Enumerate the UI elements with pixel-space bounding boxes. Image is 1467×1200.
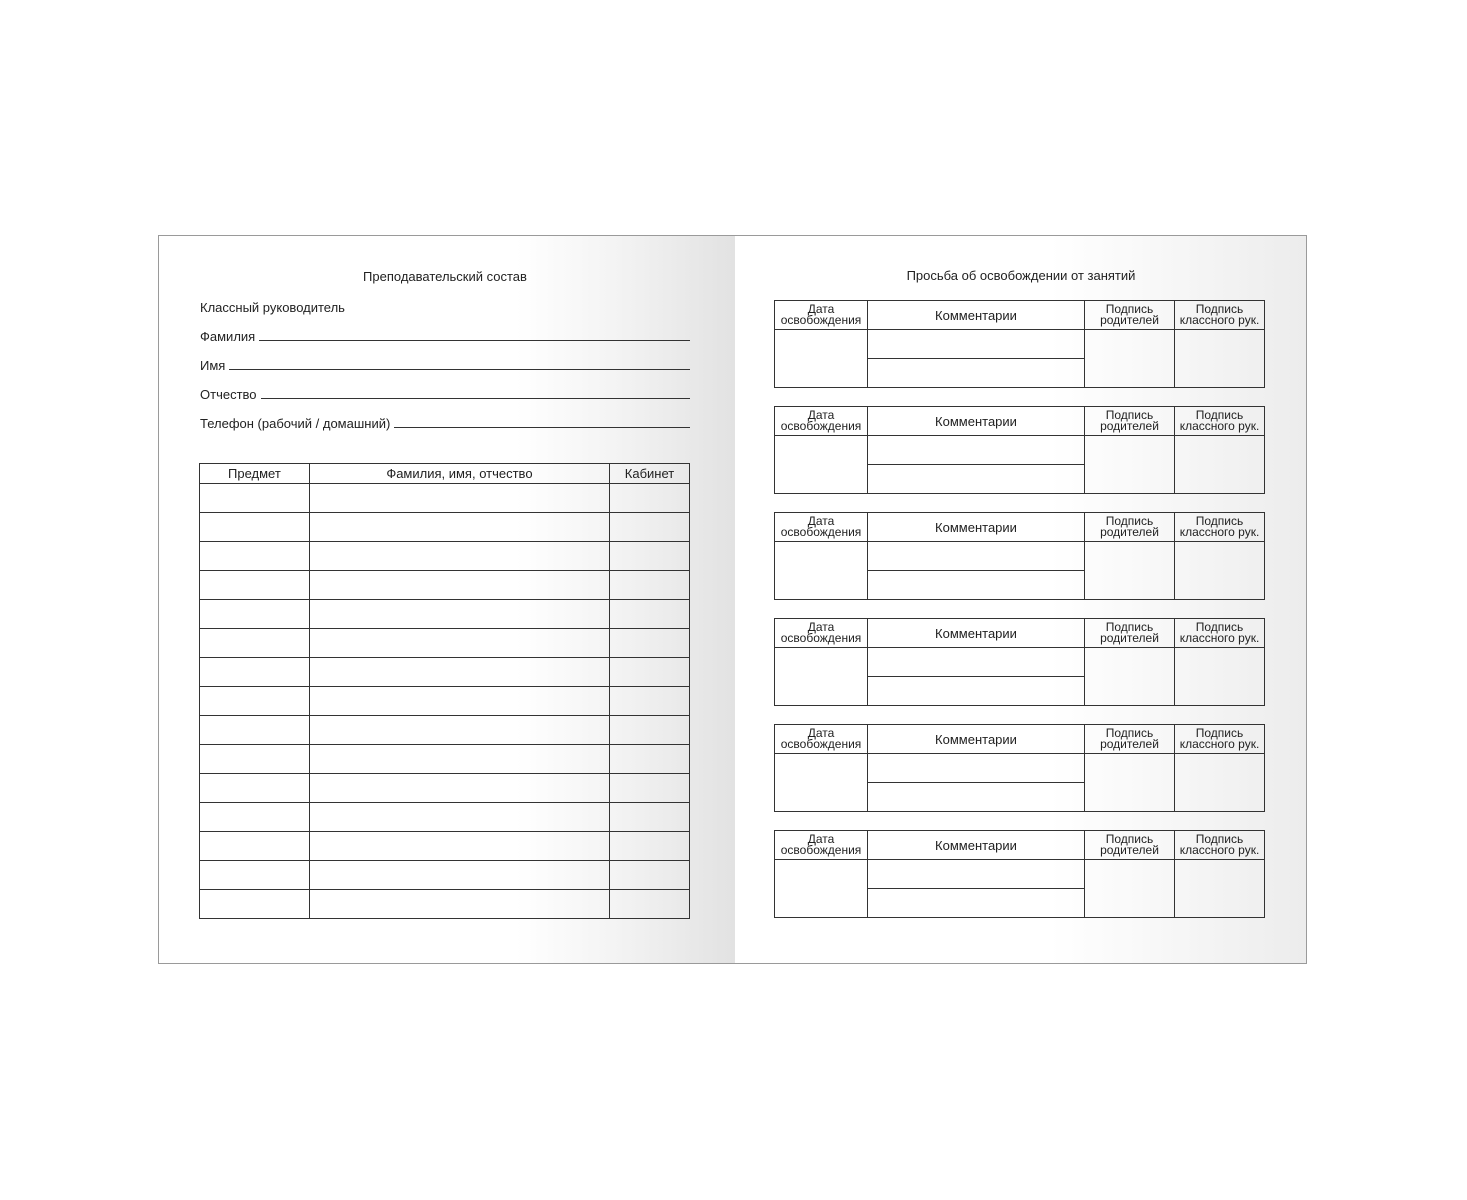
teacher-header-line2: классного рук. <box>1179 419 1260 433</box>
exemption-header-row <box>775 831 1265 860</box>
fullname-cell[interactable] <box>309 687 609 716</box>
date-header <box>775 301 868 330</box>
room-cell[interactable] <box>610 716 690 745</box>
subject-cell[interactable] <box>200 716 310 745</box>
comment-cell[interactable] <box>868 648 1085 677</box>
exemption-row <box>775 542 1265 571</box>
comment-cell[interactable] <box>868 677 1085 706</box>
comments-header: Комментарии <box>868 407 1085 436</box>
name-field <box>200 355 690 373</box>
room-header: Кабинет <box>610 464 690 484</box>
room-cell[interactable] <box>610 832 690 861</box>
staff-table-header <box>200 464 690 484</box>
subject-cell[interactable] <box>200 745 310 774</box>
teacher-signature-cell[interactable] <box>1175 754 1265 812</box>
subject-header: Предмет <box>200 464 310 484</box>
exemption-header-row <box>775 407 1265 436</box>
date-header-line2: освобождения <box>780 737 862 751</box>
parents-signature-cell[interactable] <box>1085 542 1175 600</box>
date-header-line2: освобождения <box>780 631 862 645</box>
fullname-cell[interactable] <box>309 571 609 600</box>
table-row <box>200 687 690 716</box>
fullname-cell[interactable] <box>309 716 609 745</box>
left-page <box>159 236 735 963</box>
parents-signature-header <box>1085 831 1175 860</box>
staff-title: Преподавательский состав <box>363 269 527 284</box>
exemption-header-row <box>775 513 1265 542</box>
comments-header: Комментарии <box>868 301 1085 330</box>
parents-header-line1: Подпись <box>1105 620 1154 634</box>
teacher-signature-header <box>1175 619 1265 648</box>
exemption-row <box>775 754 1265 783</box>
teacher-header-line1: Подпись <box>1195 620 1244 634</box>
fullname-header: Фамилия, имя, отчество <box>309 464 609 484</box>
staff-table <box>199 463 690 919</box>
comment-cell[interactable] <box>868 571 1085 600</box>
teacher-signature-cell[interactable] <box>1175 648 1265 706</box>
parents-signature-header <box>1085 513 1175 542</box>
date-header-line1: Дата <box>807 408 835 422</box>
room-cell[interactable] <box>610 687 690 716</box>
comment-cell[interactable] <box>868 359 1085 388</box>
room-cell[interactable] <box>610 745 690 774</box>
fullname-cell[interactable] <box>309 803 609 832</box>
table-row <box>200 600 690 629</box>
room-cell[interactable] <box>610 658 690 687</box>
exemption-block <box>774 406 1265 494</box>
subject-cell[interactable] <box>200 861 310 890</box>
date-header-line1: Дата <box>807 302 835 316</box>
parents-signature-header <box>1085 619 1175 648</box>
fullname-cell[interactable] <box>309 513 609 542</box>
teacher-signature-header <box>1175 831 1265 860</box>
date-cell[interactable] <box>775 648 868 706</box>
parents-header-line2: родителей <box>1100 843 1159 857</box>
date-cell[interactable] <box>775 330 868 388</box>
parents-signature-header <box>1085 301 1175 330</box>
date-cell[interactable] <box>775 542 868 600</box>
parents-signature-header <box>1085 725 1175 754</box>
room-cell[interactable] <box>610 542 690 571</box>
subject-cell[interactable] <box>200 658 310 687</box>
table-row <box>200 484 690 513</box>
teacher-header-line1: Подпись <box>1195 726 1244 740</box>
comment-cell[interactable] <box>868 889 1085 918</box>
table-row <box>200 861 690 890</box>
exemption-block <box>774 830 1265 918</box>
exemption-row <box>775 436 1265 465</box>
exemption-header-row <box>775 301 1265 330</box>
surname-line[interactable] <box>259 339 690 341</box>
exemption-row <box>775 330 1265 359</box>
exemption-block <box>774 618 1265 706</box>
parents-header-line2: родителей <box>1100 631 1159 645</box>
teacher-signature-header <box>1175 301 1265 330</box>
teacher-header-line1: Подпись <box>1195 514 1244 528</box>
fullname-cell[interactable] <box>309 484 609 513</box>
date-header-line2: освобождения <box>780 419 862 433</box>
comment-cell[interactable] <box>868 754 1085 783</box>
table-row <box>200 542 690 571</box>
subject-cell[interactable] <box>200 484 310 513</box>
comment-cell[interactable] <box>868 783 1085 812</box>
right-page <box>735 236 1307 963</box>
table-row <box>200 832 690 861</box>
name-line[interactable] <box>229 368 690 370</box>
table-row <box>200 745 690 774</box>
parents-header-line1: Подпись <box>1105 832 1154 846</box>
comment-cell[interactable] <box>868 465 1085 494</box>
date-header-line1: Дата <box>807 726 835 740</box>
table-row <box>200 716 690 745</box>
date-cell[interactable] <box>775 860 868 918</box>
date-cell[interactable] <box>775 436 868 494</box>
phone-line[interactable] <box>394 426 690 428</box>
table-row <box>200 629 690 658</box>
table-row <box>200 513 690 542</box>
subject-cell[interactable] <box>200 687 310 716</box>
fullname-cell[interactable] <box>309 745 609 774</box>
exemption-header-row <box>775 619 1265 648</box>
comment-cell[interactable] <box>868 860 1085 889</box>
fullname-cell[interactable] <box>309 600 609 629</box>
exemption-header-row <box>775 725 1265 754</box>
name-label: Имя <box>200 358 226 373</box>
teacher-header-line2: классного рук. <box>1179 631 1260 645</box>
room-cell[interactable] <box>610 890 690 919</box>
patronymic-field <box>200 384 690 402</box>
date-header-line2: освобождения <box>780 843 862 857</box>
date-header-line1: Дата <box>807 832 835 846</box>
parents-header-line2: родителей <box>1100 313 1159 327</box>
subject-cell[interactable] <box>200 600 310 629</box>
comments-header: Комментарии <box>868 725 1085 754</box>
parents-signature-cell[interactable] <box>1085 860 1175 918</box>
subject-cell[interactable] <box>200 513 310 542</box>
parents-header-line1: Подпись <box>1105 726 1154 740</box>
parents-header-line1: Подпись <box>1105 408 1154 422</box>
surname-field <box>200 326 690 344</box>
date-header-line1: Дата <box>807 620 835 634</box>
exemption-title: Просьба об освобождении от занятий <box>906 268 1136 283</box>
parents-signature-header <box>1085 407 1175 436</box>
subject-cell[interactable] <box>200 774 310 803</box>
subject-cell[interactable] <box>200 542 310 571</box>
room-cell[interactable] <box>610 513 690 542</box>
date-header-line2: освобождения <box>780 313 862 327</box>
teacher-signature-header <box>1175 407 1265 436</box>
date-header <box>775 725 868 754</box>
fullname-cell[interactable] <box>309 890 609 919</box>
patronymic-line[interactable] <box>261 397 690 399</box>
subject-cell[interactable] <box>200 571 310 600</box>
table-row <box>200 803 690 832</box>
room-cell[interactable] <box>610 774 690 803</box>
fullname-cell[interactable] <box>309 832 609 861</box>
date-header <box>775 619 868 648</box>
exemption-block <box>774 724 1265 812</box>
exemption-block <box>774 300 1265 388</box>
parents-signature-cell[interactable] <box>1085 648 1175 706</box>
room-cell[interactable] <box>610 861 690 890</box>
room-cell[interactable] <box>610 571 690 600</box>
room-cell[interactable] <box>610 600 690 629</box>
parents-header-line2: родителей <box>1100 419 1159 433</box>
date-header-line1: Дата <box>807 514 835 528</box>
teacher-signature-cell[interactable] <box>1175 436 1265 494</box>
date-header <box>775 407 868 436</box>
room-cell[interactable] <box>610 803 690 832</box>
room-cell[interactable] <box>610 484 690 513</box>
class-teacher-label: Классный руководитель <box>200 300 345 315</box>
comment-cell[interactable] <box>868 330 1085 359</box>
room-cell[interactable] <box>610 629 690 658</box>
date-header <box>775 513 868 542</box>
comments-header: Комментарии <box>868 831 1085 860</box>
table-row <box>200 658 690 687</box>
table-row <box>200 890 690 919</box>
teacher-signature-cell[interactable] <box>1175 330 1265 388</box>
subject-cell[interactable] <box>200 629 310 658</box>
teacher-header-line2: классного рук. <box>1179 737 1260 751</box>
patronymic-label: Отчество <box>200 387 257 402</box>
teacher-signature-header <box>1175 513 1265 542</box>
fullname-cell[interactable] <box>309 861 609 890</box>
parents-signature-cell[interactable] <box>1085 330 1175 388</box>
subject-cell[interactable] <box>200 803 310 832</box>
parents-signature-cell[interactable] <box>1085 436 1175 494</box>
exemption-block <box>774 512 1265 600</box>
teacher-header-line1: Подпись <box>1195 408 1244 422</box>
surname-label: Фамилия <box>200 329 256 344</box>
subject-cell[interactable] <box>200 890 310 919</box>
teacher-header-line2: классного рук. <box>1179 313 1260 327</box>
parents-signature-cell[interactable] <box>1085 754 1175 812</box>
staff-table-body <box>200 484 690 919</box>
parents-header-line2: родителей <box>1100 737 1159 751</box>
fullname-cell[interactable] <box>309 542 609 571</box>
comments-header: Комментарии <box>868 619 1085 648</box>
teacher-signature-cell[interactable] <box>1175 860 1265 918</box>
notebook-spread <box>158 235 1307 964</box>
teacher-header-line2: классного рук. <box>1179 843 1260 857</box>
comment-cell[interactable] <box>868 542 1085 571</box>
date-header <box>775 831 868 860</box>
parents-header-line1: Подпись <box>1105 302 1154 316</box>
table-row <box>200 571 690 600</box>
table-row <box>200 774 690 803</box>
parents-header-line2: родителей <box>1100 525 1159 539</box>
fullname-cell[interactable] <box>309 629 609 658</box>
exemption-row <box>775 648 1265 677</box>
teacher-header-line2: классного рук. <box>1179 525 1260 539</box>
class-teacher-heading <box>200 297 690 315</box>
date-header-line2: освобождения <box>780 525 862 539</box>
subject-cell[interactable] <box>200 832 310 861</box>
phone-field <box>200 413 690 431</box>
fullname-cell[interactable] <box>309 774 609 803</box>
parents-header-line1: Подпись <box>1105 514 1154 528</box>
phone-label: Телефон (рабочий / домашний) <box>200 416 391 431</box>
comments-header: Комментарии <box>868 513 1085 542</box>
teacher-header-line1: Подпись <box>1195 302 1244 316</box>
teacher-signature-header <box>1175 725 1265 754</box>
comment-cell[interactable] <box>868 436 1085 465</box>
exemption-row <box>775 860 1265 889</box>
date-cell[interactable] <box>775 754 868 812</box>
teacher-header-line1: Подпись <box>1195 832 1244 846</box>
teacher-signature-cell[interactable] <box>1175 542 1265 600</box>
fullname-cell[interactable] <box>309 658 609 687</box>
